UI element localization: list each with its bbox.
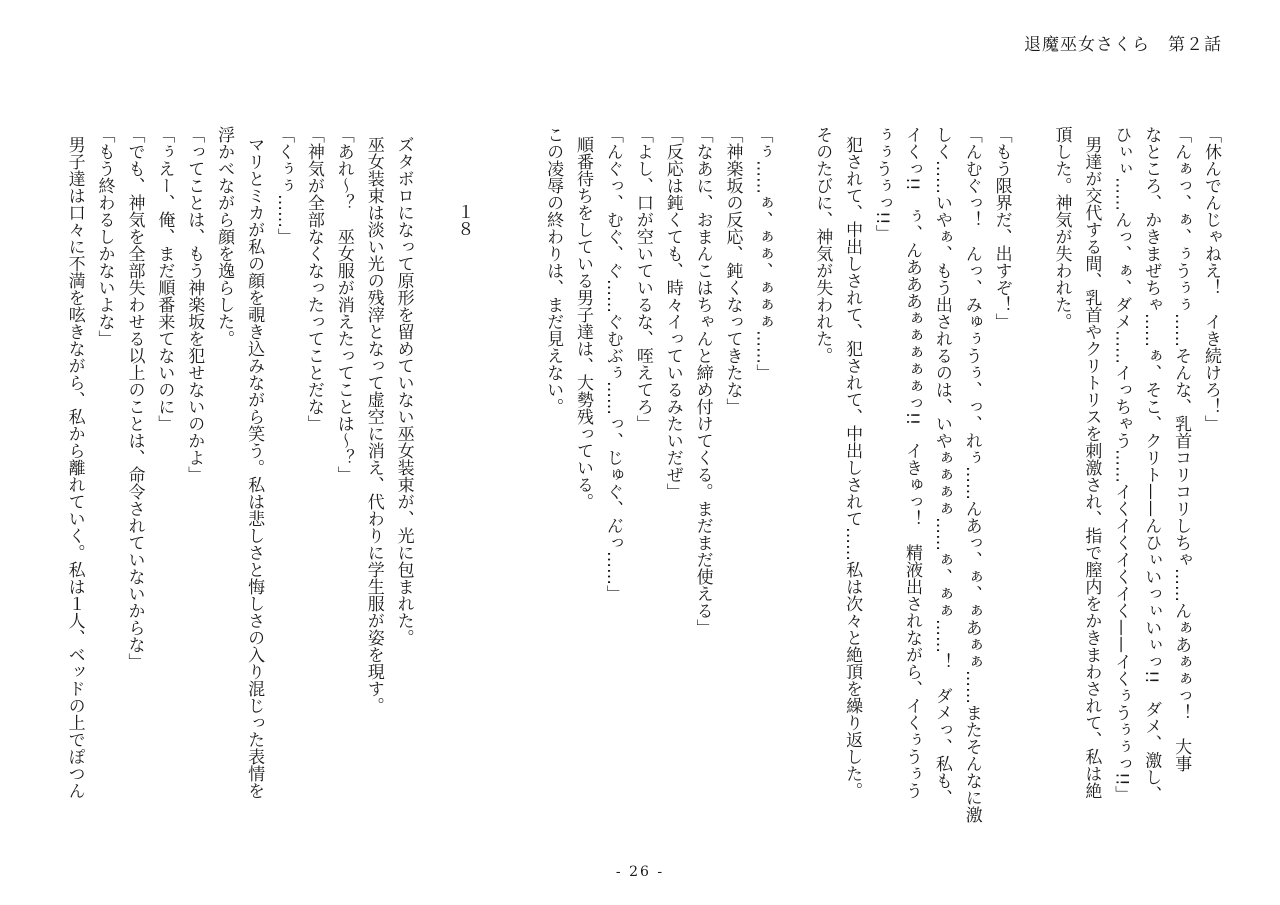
vertical-body-text: [59, 126, 1225, 823]
text-line: 「神気が全部なくなったってことだな」: [303, 126, 324, 432]
blank-line: [1016, 126, 1046, 806]
text-line: そのたびに、神気が失われた。: [812, 126, 833, 364]
text-line: 「んぐっ、むぐ、ぐ……ぐむぶぅ……っ、じゅぐ、ん゙っ……」: [602, 126, 623, 602]
text-line: 頂した。神気が失われた。: [1051, 126, 1072, 330]
text-line: 男子達は口々に不満を呟きながら、私から離れていく。私は１人、ベッドの上でぽつん: [64, 136, 85, 799]
text-line: 「もう終わるしかないよな」: [94, 126, 115, 347]
text-line: マリとミカが私の顔を覗き込みながら笑う。私は悲しさと悔しさの入り混じった表情を: [244, 136, 265, 799]
text-line: ズタボロになって原形を留めていない巫女装束が、光に包まれた。: [393, 136, 414, 646]
text-line: 「ってことは、もう神楽坂を犯せないのかよ」: [184, 126, 205, 483]
text-line: 「休んでんじゃねえ！ イき続けろ！」: [1201, 126, 1221, 432]
blank-line: [418, 126, 448, 806]
text-line: 「でも、神気を全部失わせる以上のことは、命令されていないからな」: [124, 126, 145, 670]
text-line: 「神楽坂の反応、鈍くなってきたな」: [722, 126, 743, 415]
text-line: 巫女装束は淡い光の残滓となって虚空に消え、代わりに学生服が姿を現す。: [363, 136, 384, 714]
text-line: 「もう限界だ、出すぞ！」: [991, 126, 1012, 330]
text-line: 「あれ〜？ 巫女服が消えたってことは〜？」: [333, 126, 354, 483]
text-line: 「反応は鈍くても、時々イっているみたいだぜ」: [662, 126, 683, 500]
page-number: - 26 -: [615, 864, 665, 880]
text-line: 「んぁっ、ぁ、ぅうぅぅ……そんな、乳首コリコリしちゃ……んぁあぁぁっ！ 大事: [1171, 126, 1192, 772]
text-line: この凌辱の終わりは、まだ見えない。: [543, 126, 564, 415]
text-line: 「くぅぅ……」: [273, 126, 294, 245]
text-line: 男達が交代する間、乳首やクリトリスを刺激され、指で膣内をかきまわされて、私は絶: [1081, 136, 1102, 799]
blank-line: [477, 126, 507, 806]
text-line: なところ、かきまぜちゃ……ぁ、そこ、クリト——んひぃいっぃいぃっ!! ダメ、激し、: [1141, 126, 1162, 803]
text-line: 「んむぐっ！ んっ、みゅぅうぅ、っ、れぅ……んあっ、ぁ、ぁあぁぁ……またそんなに激: [961, 126, 982, 823]
text-line: しく……いやぁ、もう出されるのは、いやぁぁぁぁ……ぁ、ぁぁ……！ ダメっ、私も、: [931, 126, 952, 806]
text-line: 「ぅえー、俺、まだ順番来てないのに」: [154, 126, 175, 432]
text-line: ぅぅうぅっ!!」: [872, 126, 893, 242]
blank-line: [507, 126, 537, 806]
text-line: 浮かべながら顔を逸らした。: [214, 126, 235, 347]
text-line: 「ぅ……ぁ、ぁぁ、ぁぁぁ……」: [752, 126, 773, 381]
blank-line: [776, 126, 806, 806]
text-line: ひぃぃ……んっ、ぁ、ダメ……イっちゃう……イくイくイくイく——イくぅうぅぅっ!!」: [1111, 126, 1132, 803]
text-line: イくっ!! ぅ、んあああぁぁぁぁぁっ!! イきゅっ！ 精液出されながら、イくぅうぅう: [901, 126, 922, 800]
text-line: 「よし、口が空いているな、咥えてろ」: [632, 126, 653, 432]
section-number: １８: [453, 203, 474, 237]
text-line: 「なあに、おまんこはちゃんと締め付けてくる。まだまだ使える」: [692, 126, 713, 636]
running-header-title: 退魔巫女さくら 第２話: [1024, 35, 1222, 55]
text-line: 犯されて、中出しされて、犯されて、中出しされて……私は次々と絶頂を繰り返した。: [842, 136, 863, 799]
text-line: 順番待ちをしている男子達は、大勢残っている。: [573, 136, 593, 510]
